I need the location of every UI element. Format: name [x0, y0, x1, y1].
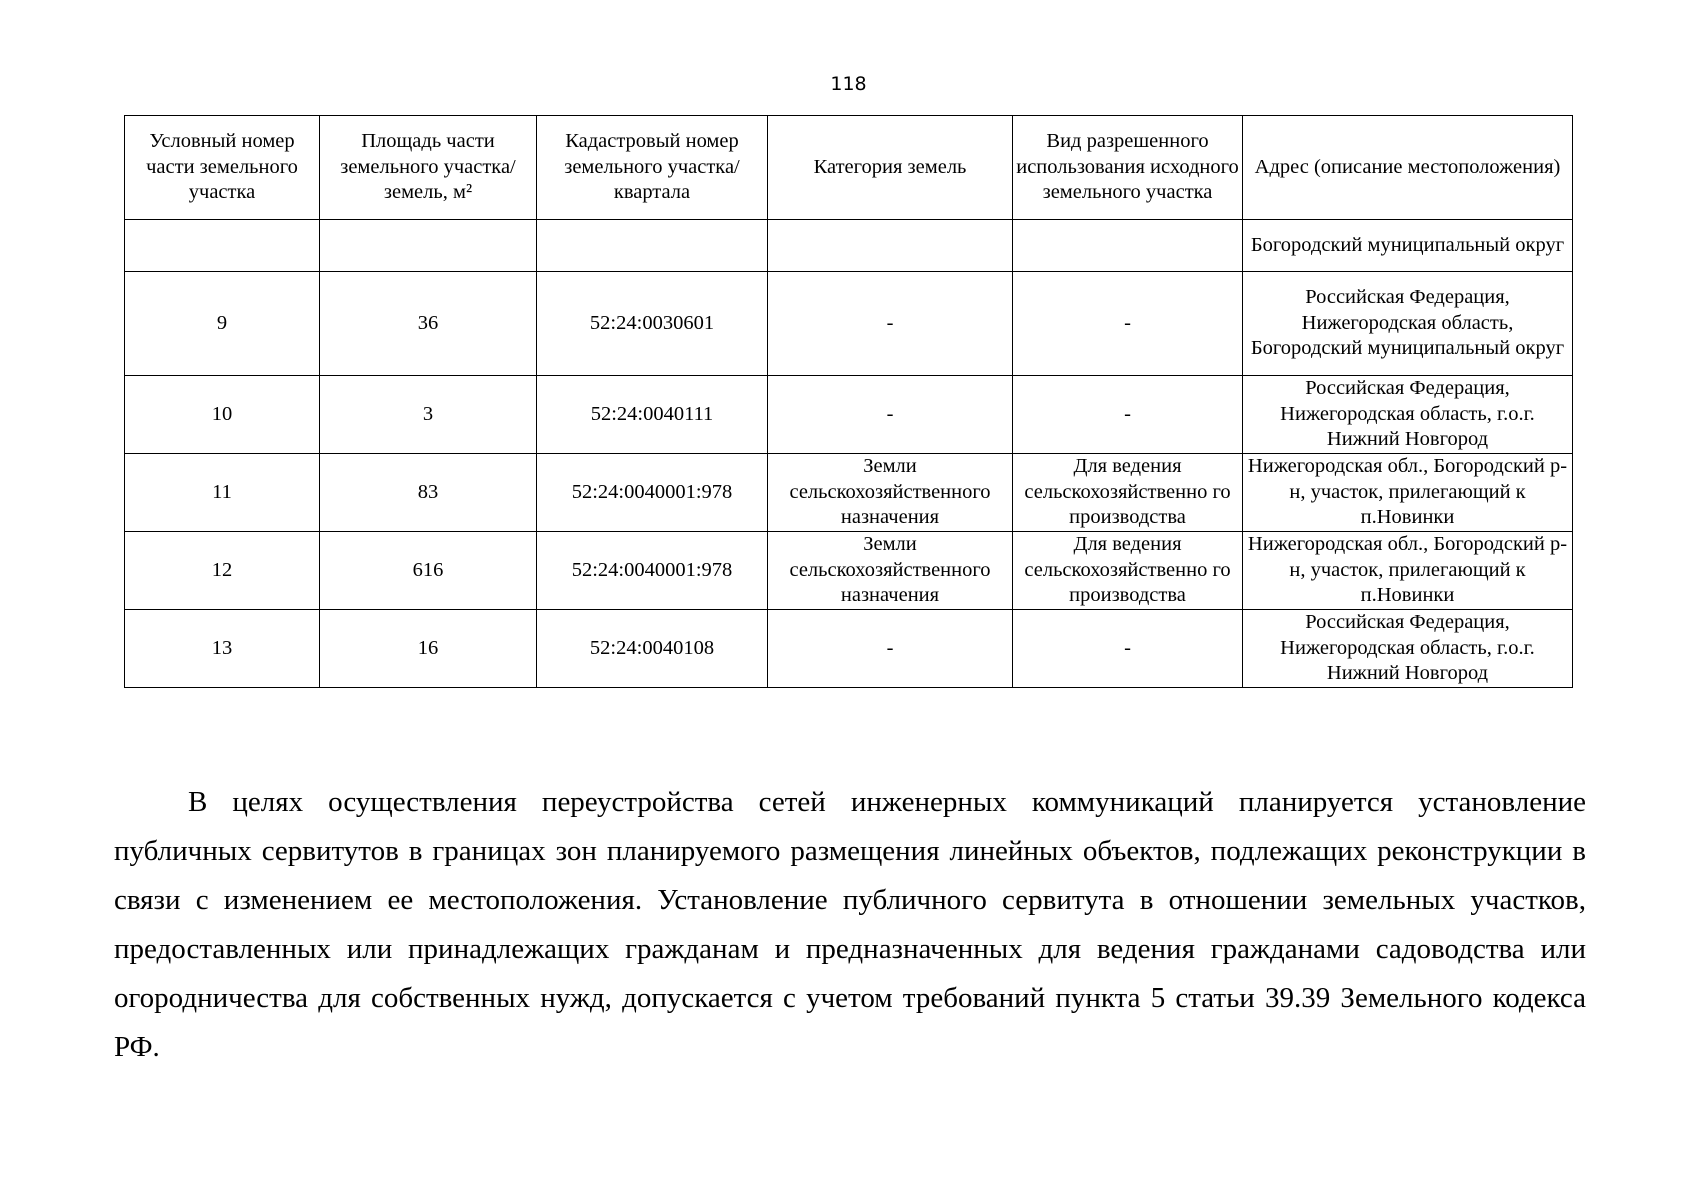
cell-area: 36 — [320, 272, 537, 376]
cell-land-category — [768, 220, 1013, 272]
cell-cadastral-number — [537, 220, 768, 272]
cell-land-category: - — [768, 272, 1013, 376]
cell-cadastral-number: 52:24:0040001:978 — [537, 532, 768, 610]
cell-area: 616 — [320, 532, 537, 610]
cell-part-number: 10 — [125, 376, 320, 454]
cell-permitted-use — [1013, 220, 1243, 272]
cell-part-number — [125, 220, 320, 272]
cell-part-number: 9 — [125, 272, 320, 376]
cell-cadastral-number: 52:24:0040108 — [537, 610, 768, 688]
header-cadastral-number: Кадастровый номер земельного участка/квартала — [537, 116, 768, 220]
body-paragraph: В целях осуществления переустройства сетей инженерных коммуникаций планируется установление публичных сервитутов в границах зон планируемого размещения линейных объектов, подлежащих реконструкции в связи с изменением ее местоположения. Установление публичного сервитута в отношении земельных участков, предоставленных или принадлежащих гражданам и предназначенных для ведения гражданами садоводства или огородничества для собственных нужд, допускается с учетом требований пункта 5 статьи 39.39 Земельного кодекса РФ. — [114, 786, 1586, 1063]
cell-permitted-use: Для ведения сельскохозяйственно го производства — [1013, 532, 1243, 610]
cell-area: 83 — [320, 454, 537, 532]
cell-permitted-use: - — [1013, 376, 1243, 454]
table-row — [125, 376, 1573, 454]
cell-cadastral-number: 52:24:0040001:978 — [537, 454, 768, 532]
cell-address: Российская Федерация, Нижегородская область, Богородский муниципальный округ — [1243, 272, 1573, 376]
cell-area: 16 — [320, 610, 537, 688]
table-header-row — [125, 116, 1573, 220]
cell-permitted-use: Для ведения сельскохозяйственно го производства — [1013, 454, 1243, 532]
table-row — [125, 532, 1573, 610]
cell-address: Нижегородская обл., Богородский р-н, участок, прилегающий к п.Новинки — [1243, 454, 1573, 532]
cell-cadastral-number: 52:24:0030601 — [537, 272, 768, 376]
header-address: Адрес (описание местоположения) — [1243, 116, 1573, 220]
cell-land-category: - — [768, 376, 1013, 454]
cell-cadastral-number: 52:24:0040111 — [537, 376, 768, 454]
cell-address: Российская Федерация, Нижегородская область, г.о.г. Нижний Новгород — [1243, 376, 1573, 454]
page-number: 118 — [830, 73, 867, 95]
cell-part-number: 13 — [125, 610, 320, 688]
table-row — [125, 610, 1573, 688]
cell-area — [320, 220, 537, 272]
parcels-table — [124, 115, 1573, 688]
header-permitted-use: Вид разрешенного использования исходного земельного участка — [1013, 116, 1243, 220]
cell-part-number: 11 — [125, 454, 320, 532]
cell-land-category: Земли сельскохозяйственного назначения — [768, 532, 1013, 610]
cell-part-number: 12 — [125, 532, 320, 610]
cell-area: 3 — [320, 376, 537, 454]
cell-address: Нижегородская обл., Богородский р-н, участок, прилегающий к п.Новинки — [1243, 532, 1573, 610]
cell-land-category: Земли сельскохозяйственного назначения — [768, 454, 1013, 532]
header-part-number: Условный номер части земельного участка — [125, 116, 320, 220]
cell-address: Российская Федерация, Нижегородская область, г.о.г. Нижний Новгород — [1243, 610, 1573, 688]
cell-address: Богородский муниципальный округ — [1243, 220, 1573, 272]
header-land-category: Категория земель — [768, 116, 1013, 220]
table-row — [125, 454, 1573, 532]
cell-land-category: - — [768, 610, 1013, 688]
cell-permitted-use: - — [1013, 610, 1243, 688]
header-area: Площадь части земельного участка/земель, м² — [320, 116, 537, 220]
table-row — [125, 220, 1573, 272]
cell-permitted-use: - — [1013, 272, 1243, 376]
table-row — [125, 272, 1573, 376]
